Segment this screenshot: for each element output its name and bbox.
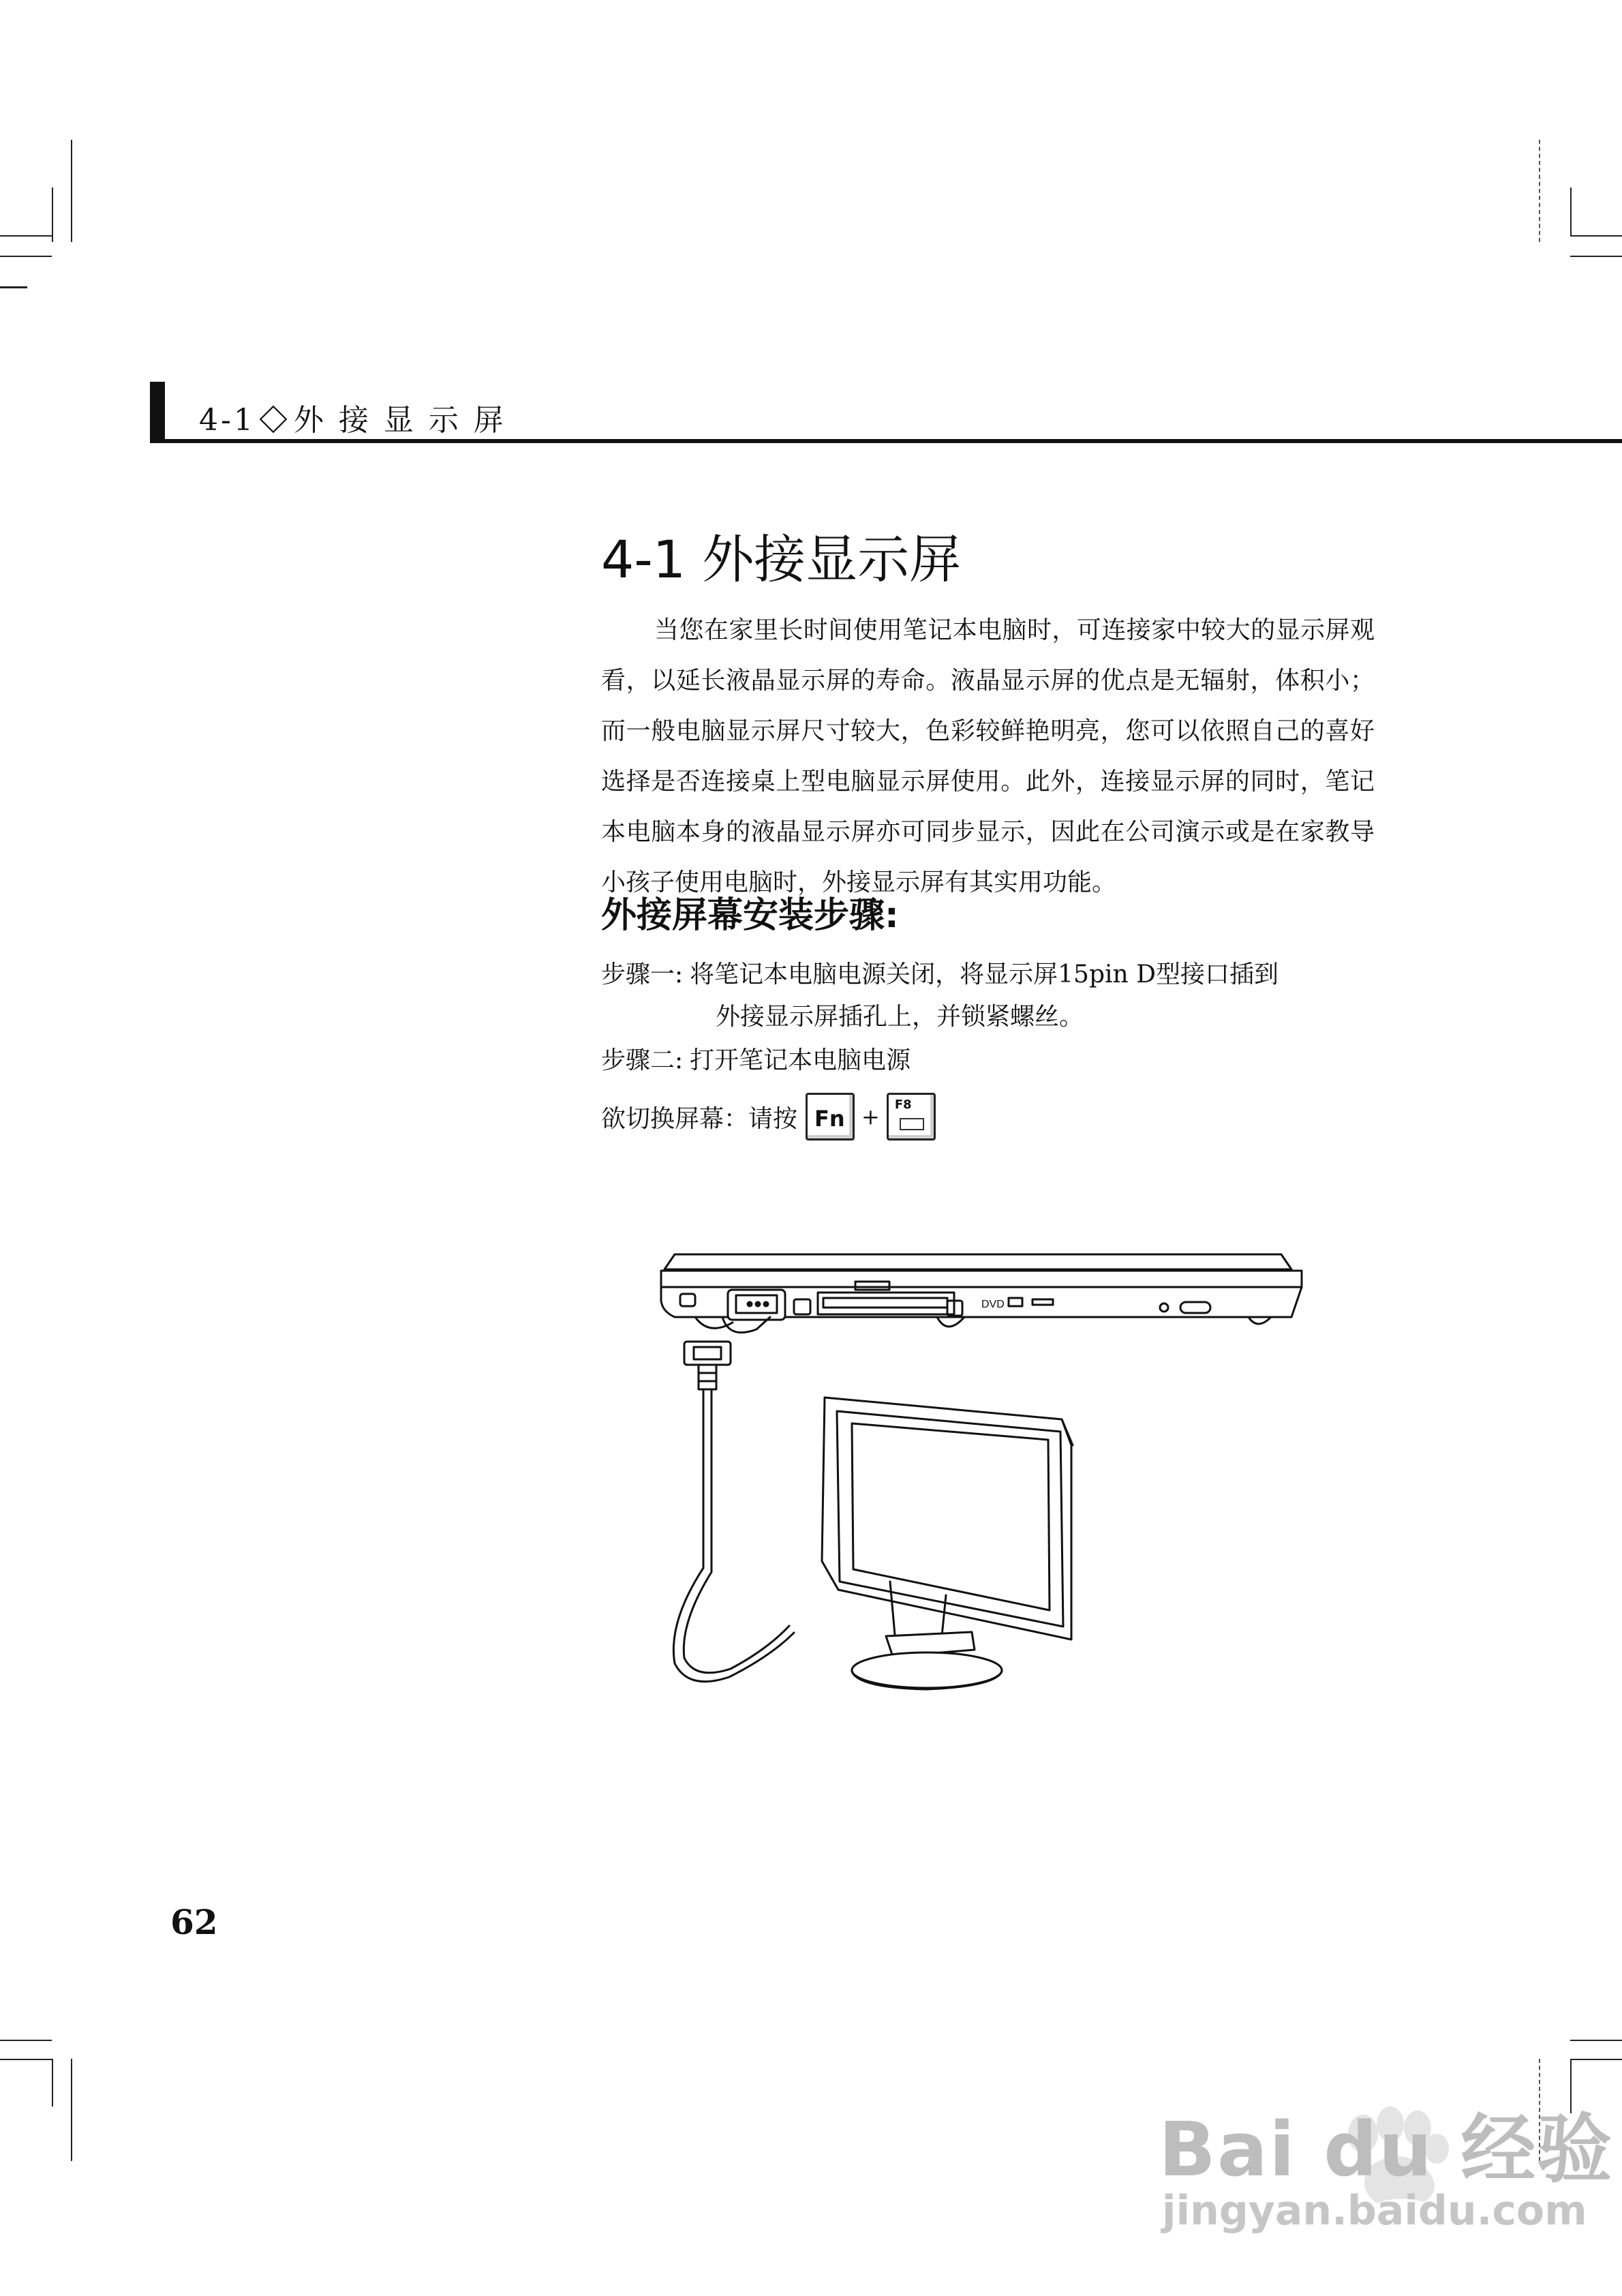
display-switch-icon: [900, 1118, 924, 1130]
step-one: [601, 953, 1279, 997]
vga-cable-inner: [684, 1389, 789, 1673]
diamond-icon: [259, 406, 287, 434]
laptop-side-view: [661, 1254, 1302, 1333]
header-rule: [150, 439, 1622, 443]
crop-mark-top-left-h2: [0, 256, 52, 257]
intro-paragraph: 当您在家里长时间使用笔记本电脑时，可连接家中较大的显示屏观看，以延长液晶显示屏的寿命。液晶显示屏的优点是无辐射，体积小；而一般电脑显示屏尺寸较大，色彩较鲜艳明亮，您可以依照自己的喜好选择是否连接桌上型电脑显示屏使用。此外，连接显示屏的同时，笔记本电脑本身的液晶显示屏亦可同步显示，因此在公司演示或是在家教导小孩子使用电脑时，外接显示屏有其实用功能。: [601, 616, 1375, 896]
crop-mark-top-left-v1: [71, 140, 72, 242]
step-two-text: 打开笔记本电脑电源: [690, 1046, 911, 1074]
page-number: 62: [170, 1902, 218, 1942]
switch-screen-row: [601, 1091, 936, 1143]
step-one-text: 将笔记本电脑电源关闭，将显示屏15pin D型接口插到: [690, 961, 1279, 988]
fn-key-icon: [806, 1093, 855, 1141]
header-section-title: 外 接 显 示 屏: [293, 403, 506, 438]
crop-mark-bottom-right-h2: [1570, 2059, 1622, 2060]
step-two: [601, 1039, 911, 1083]
step-one-label: 步骤一:: [601, 961, 684, 988]
running-header: [199, 395, 506, 439]
laptop-monitor-illustration: [654, 1241, 1315, 1704]
crop-mark-bottom-left-v2: [71, 2059, 72, 2161]
header-section-number: 4-1: [199, 403, 256, 438]
crop-mark-top-left-v2: [52, 187, 53, 242]
crop-mark-top-right-h1: [1570, 235, 1622, 237]
crop-mark-top-right-dash: [1539, 140, 1540, 242]
crop-mark-bottom-left-h2: [0, 2059, 52, 2060]
f8-key-label: F8: [894, 1098, 912, 1112]
watermark-url: jingyan.baidu.com: [1162, 2187, 1587, 2235]
lcd-monitor: [822, 1398, 1073, 1689]
switch-screen-label: 欲切换屏幕：请按: [601, 1104, 798, 1133]
svg-text:DVD: DVD: [981, 1299, 1005, 1310]
section-subheading: 外接屏幕安装步骤:: [601, 895, 899, 936]
crop-mark-bottom-left-v1: [52, 2059, 53, 2106]
vga-connector: [684, 1342, 731, 1389]
header-bar: [150, 382, 165, 443]
fn-key-label: Fn: [814, 1106, 845, 1132]
crop-mark-top-left-h1: [0, 235, 52, 237]
f8-key-icon: [887, 1093, 936, 1141]
step-two-label: 步骤二:: [601, 1046, 684, 1074]
crop-mark-bottom-left-h1: [0, 2040, 52, 2041]
crop-mark-top-right-h2: [1570, 256, 1622, 257]
crop-mark-bottom-right-h1: [1570, 2040, 1622, 2041]
step-one-continued: 外接显示屏插孔上，并锁紧螺丝。: [716, 1003, 1084, 1031]
crop-mark-top-left-h3: [0, 286, 27, 288]
plus-sign: +: [861, 1104, 880, 1130]
watermark-brand: Bai du 经验: [1159, 2106, 1614, 2193]
page-title: 4-1 外接显示屏: [601, 529, 962, 590]
crop-mark-top-right-v: [1570, 187, 1572, 235]
